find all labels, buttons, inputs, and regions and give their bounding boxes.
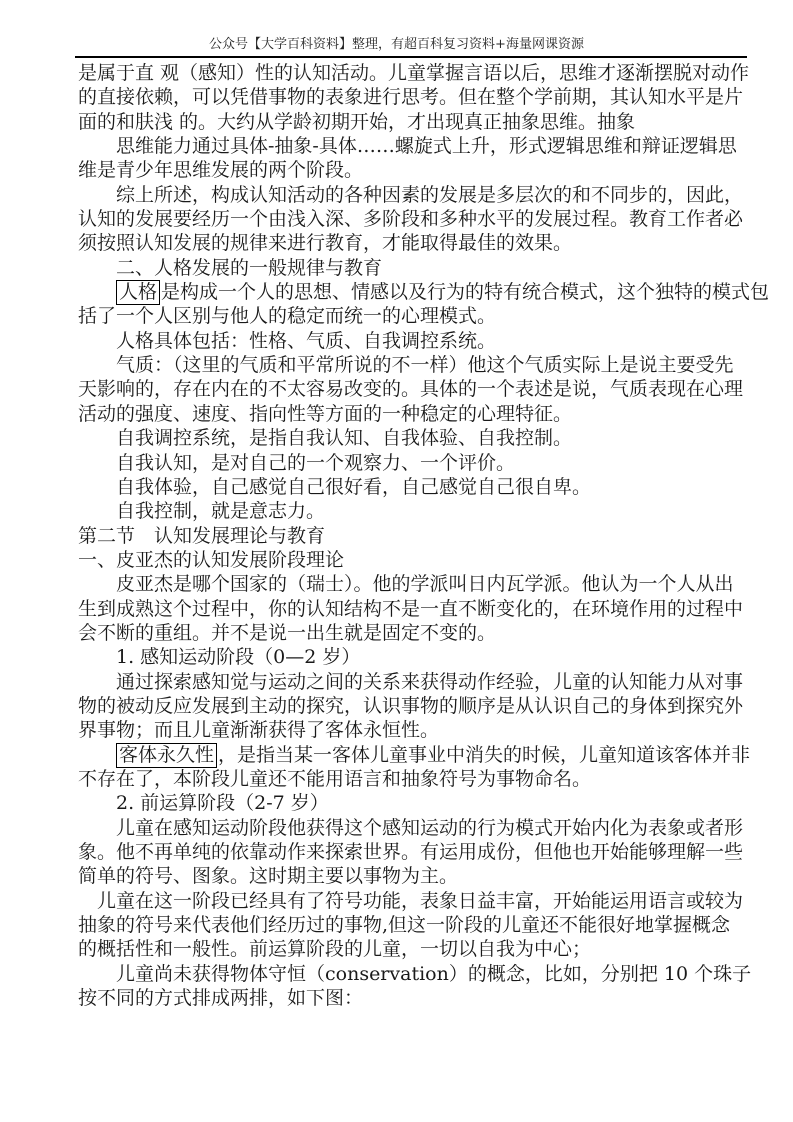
text-segment: 会不断的重组。并不是说一出生就是固定不变的。 — [78, 621, 497, 644]
text-segment: 抽象的符号来代表他们经历过的事物,但这一阶段的儿童还不能很好地掌握概念 — [78, 914, 731, 937]
text-segment: 象。他不再单纯的依靠动作来探索世界。有运用成份，但他也开始能够理解一些 — [78, 841, 744, 863]
text-line — [78, 110, 748, 134]
text-line — [78, 645, 748, 669]
text-segment: 的概括性和一般性。前运算阶段的儿童，一切以自我为中心； — [78, 938, 592, 961]
text-segment: 的直接依赖，可以凭借事物的表象进行思考。但在整个学前期，其认知水平是片 — [78, 86, 744, 109]
text-line — [78, 670, 748, 694]
text-line — [78, 986, 748, 1010]
text-segment: 天影响的，存在内在的不太容易改变的。具体的一个表述是说，气质表现在心理 — [78, 378, 744, 401]
text-segment: 思维能力通过具体-抽象-具体……螺旋式上升，形式逻辑思维和辩证逻辑思 — [116, 135, 737, 158]
text-segment: 通过探索感知觉与运动之间的关系来获得动作经验，儿童的认知能力从对事 — [116, 670, 744, 693]
text-segment: 气质：（这里的气质和平常所说的不一样）他这个气质实际上是说主要受先 — [116, 354, 734, 377]
text-segment: 面的和肤浅 的。大约从学龄初期开始，才出现真正抽象思维。抽象 — [78, 110, 636, 133]
text-line — [78, 329, 748, 353]
text-line — [78, 962, 752, 986]
text-segment: 维是青少年思维发展的两个阶段。 — [78, 159, 364, 182]
text-segment: 自我认知，是对自己的一个观察力、一个评价。 — [116, 451, 516, 474]
text-segment: 界事物；而且儿童渐渐获得了客体永恒性。 — [78, 719, 440, 742]
text-line — [78, 231, 748, 255]
page-header — [0, 36, 793, 53]
text-segment: 自我控制，就是意志力。 — [116, 500, 326, 523]
text-line — [78, 597, 748, 621]
text-line — [78, 937, 748, 961]
text-line — [78, 621, 748, 645]
text-line — [78, 451, 748, 475]
text-line — [78, 280, 770, 304]
text-line — [78, 134, 748, 158]
text-segment: ，是指当某一客体儿童事业中消失的时候，儿童知道该客体并非 — [218, 743, 751, 766]
header-text: 公众号【大学百科资料】整理，有超百科复习资料+海量网课资源 — [209, 37, 584, 52]
text-segment: 儿童在这一阶段已经具有了符号功能，表象日益丰富，开始能运用语言或较为 — [97, 889, 744, 912]
text-segment: 须按照认知发展的规律来进行教育，才能取得最佳的效果。 — [78, 232, 573, 255]
text-segment: 皮亚杰是哪个国家的（瑞士）。他的学派叫日内瓦学派。他认为一个人从出 — [116, 573, 734, 596]
text-line — [78, 889, 748, 913]
text-segment: 简单的符号、图象。这时期主要以事物为主。 — [78, 865, 459, 888]
text-segment: 综上所述，构成认知活动的各种因素的发展是多层次的和不同步的，因此， — [116, 183, 744, 206]
document-body — [78, 61, 770, 1010]
text-segment: 人格具体包括：性格、气质、自我调控系统。 — [116, 329, 497, 352]
text-line — [78, 864, 748, 888]
text-line — [78, 158, 748, 182]
text-line — [78, 524, 748, 548]
text-segment: 自我调控系统，是指自我认知、自我体验、自我控制。 — [116, 427, 573, 450]
boxed-term: 人格 — [116, 280, 160, 305]
text-segment: 儿童在感知运动阶段他获得这个感知运动的行为模式开始内化为表象或者形 — [116, 816, 744, 839]
text-segment: 物的被动反应发展到主动的探究，认识事物的顺序是从认识自己的身体到探究外 — [78, 694, 744, 717]
text-line — [78, 183, 748, 207]
header-divider — [75, 56, 747, 58]
text-line — [78, 840, 748, 864]
text-line — [78, 743, 751, 767]
text-segment: 不存在了，本阶段儿童还不能用语言和抽象符号为事物命名。 — [78, 767, 592, 790]
text-line — [78, 718, 748, 742]
text-segment: 生到成熟这个过程中，你的认知结构不是一直不断变化的，在环境作用的过程中 — [78, 597, 744, 620]
text-segment: 儿童尚未获得物体守恒（conservation）的概念，比如，分别把 10 个珠子 — [116, 962, 752, 985]
text-line — [78, 499, 748, 523]
text-segment: 活动的强度、速度、指向性等方面的一种稳定的心理特征。 — [78, 402, 573, 425]
boxed-term: 客体永久性 — [116, 743, 217, 768]
text-line — [78, 913, 748, 937]
text-segment: 第二节 认知发展理论与教育 — [78, 524, 326, 547]
text-line — [78, 207, 748, 231]
text-segment: 是属于直 观（感知）性的认知活动。儿童掌握言语以后，思维才逐渐摆脱对动作 — [78, 62, 750, 84]
text-line — [78, 85, 748, 109]
text-line — [78, 402, 748, 426]
text-segment: 二、人格发展的一般规律与教育 — [116, 256, 383, 279]
text-line — [78, 791, 748, 815]
text-line — [78, 377, 748, 401]
text-line — [78, 572, 748, 596]
text-line — [78, 304, 748, 328]
text-segment: 自我体验，自己感觉自己很好看，自己感觉自己很自卑。 — [116, 475, 592, 498]
text-line — [78, 353, 748, 377]
text-line — [78, 256, 748, 280]
text-segment: 一、皮亚杰的认知发展阶段理论 — [78, 548, 345, 571]
text-segment: 括了一个人区别与他人的稳定而统一的心理模式。 — [78, 305, 497, 328]
text-line — [78, 816, 748, 840]
text-line — [78, 767, 748, 791]
text-line — [78, 61, 748, 85]
text-segment: 1. 感知运动阶段（0—2 岁） — [116, 646, 361, 669]
text-line — [78, 475, 748, 499]
text-line — [78, 426, 748, 450]
text-segment: 是构成一个人的思想、情感以及行为的特有统合模式，这个独特的模式包 — [161, 281, 770, 304]
text-segment: 按不同的方式排成两排，如下图： — [78, 987, 364, 1010]
text-segment: 认知的发展要经历一个由浅入深、多阶段和多种水平的发展过程。教育工作者必 — [78, 208, 744, 231]
text-line — [78, 548, 748, 572]
text-segment: 2. 前运算阶段（2-7 岁） — [116, 792, 329, 815]
text-line — [78, 694, 748, 718]
